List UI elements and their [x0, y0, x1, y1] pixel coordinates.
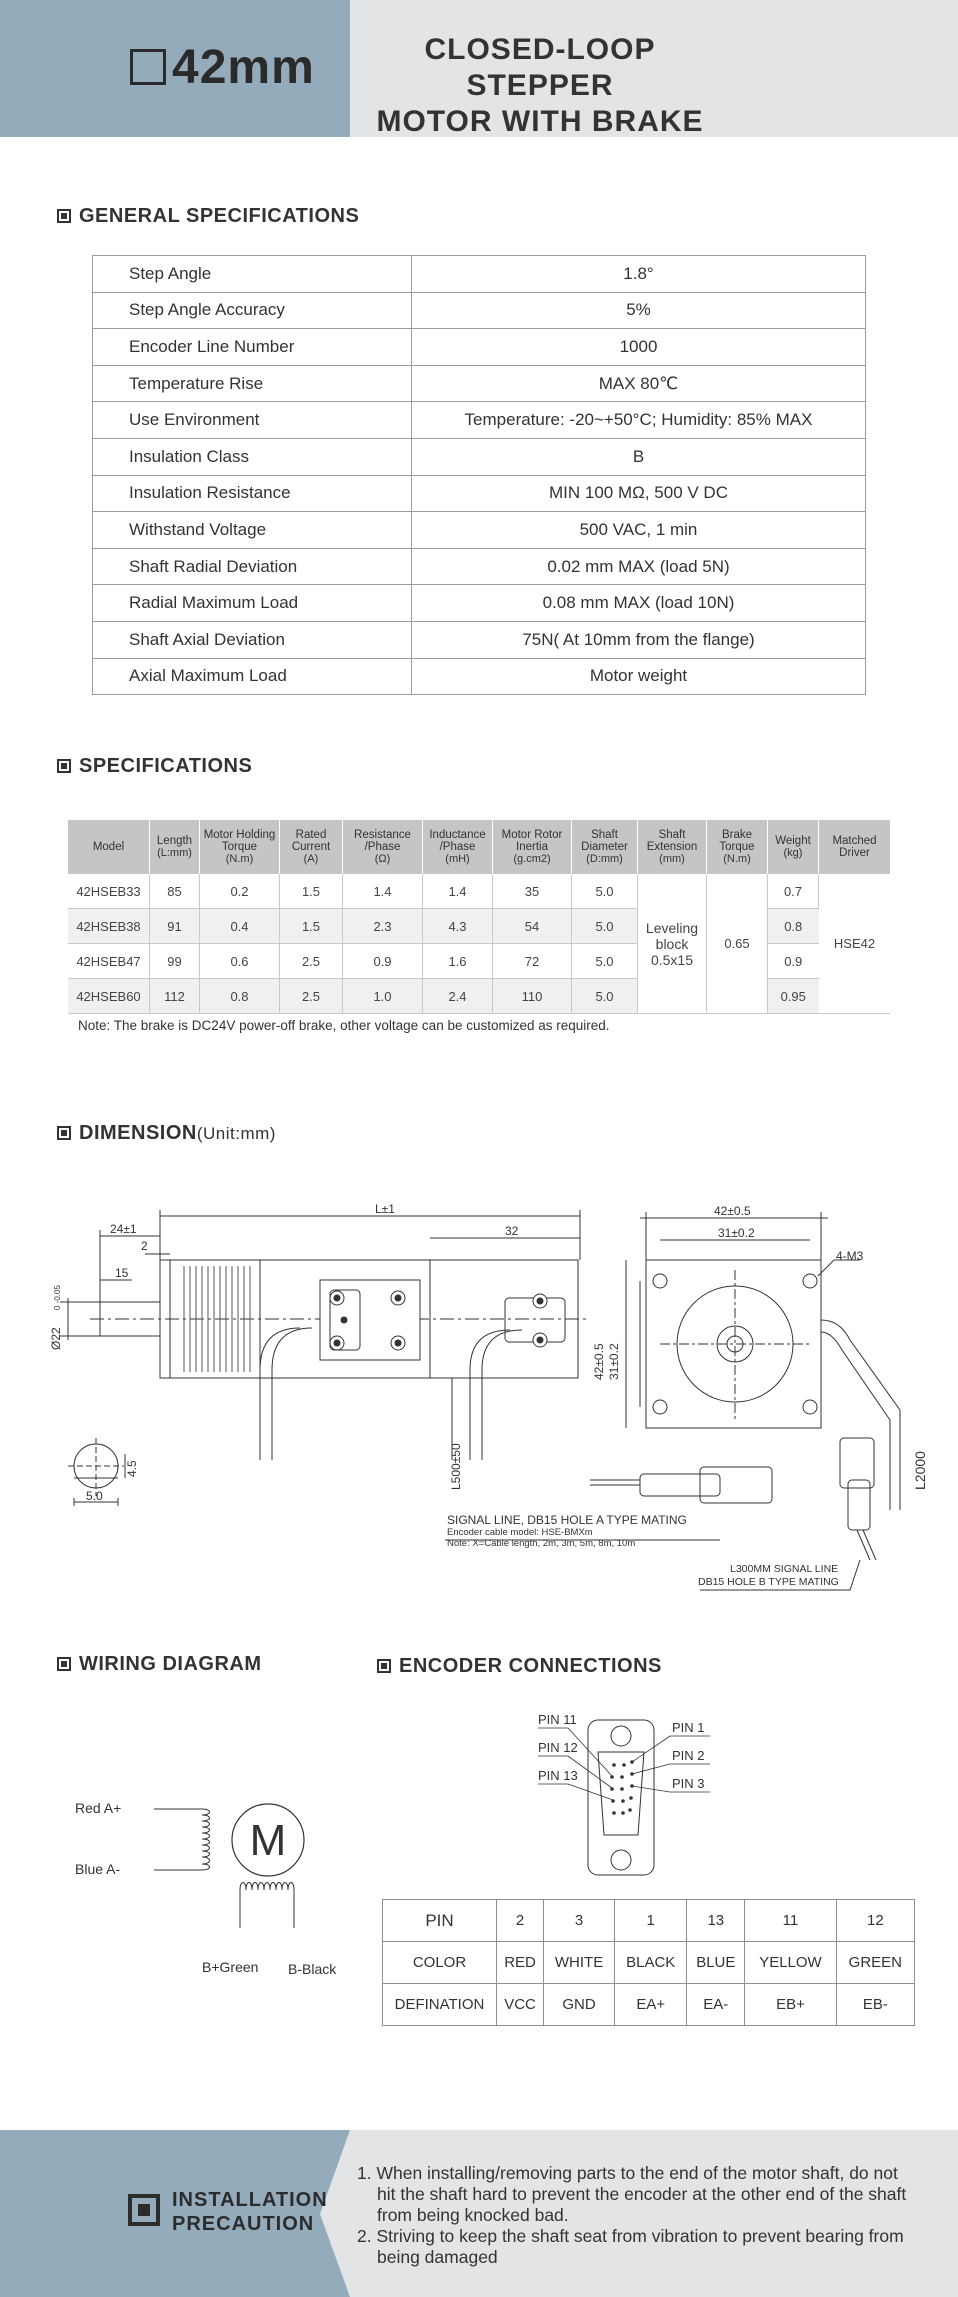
cell-diameter: 5.0 [572, 944, 638, 979]
db15-connector-b [840, 1438, 876, 1560]
spec-value: 5% [412, 292, 866, 329]
cell-shaft-extension: Leveling block 0.5x15 [638, 874, 707, 1014]
pin-cell: 13 [687, 1900, 745, 1942]
heading-text: ENCODER CONNECTIONS [399, 1655, 662, 1677]
row-header: PIN [383, 1900, 497, 1942]
dim-label: L±1 [375, 1202, 395, 1216]
cell-torque: 0.2 [200, 874, 280, 909]
color-cell: BLACK [615, 1942, 687, 1984]
wire-blue-label: Blue A- [75, 1861, 121, 1877]
dim-label: 4.5 [125, 1460, 139, 1477]
spec-label: Withstand Voltage [93, 512, 412, 549]
section-bullet-icon [57, 759, 71, 773]
l300-label: L300MM SIGNAL LINE [730, 1563, 839, 1575]
cell-inductance: 2.4 [423, 979, 493, 1014]
spec-value: 500 VAC, 1 min [412, 512, 866, 549]
col-header: Weight (kg) [768, 820, 819, 874]
cell-torque: 0.4 [200, 909, 280, 944]
dim-label: 24±1 [110, 1222, 137, 1236]
wiring-heading [57, 1653, 262, 1676]
def-cell: EB+ [745, 1984, 836, 2026]
dim-label: 0 -0.05 [53, 1285, 62, 1310]
table-row [93, 621, 866, 658]
color-cell: GREEN [836, 1942, 914, 1984]
dim-label: L2000 [912, 1451, 928, 1490]
spec-label: Insulation Resistance [93, 475, 412, 512]
table-row [93, 438, 866, 475]
heading-text: SPECIFICATIONS [79, 755, 253, 777]
cell-diameter: 5.0 [572, 979, 638, 1014]
cell-length: 99 [150, 944, 200, 979]
col-header: Motor Rotor Inertia (g.cm2) [493, 820, 572, 874]
spec-label: Use Environment [93, 402, 412, 439]
col-header: Brake Torque (N.m) [707, 820, 768, 874]
def-cell: EA+ [615, 1984, 687, 2026]
encoder-pin-table [382, 1899, 915, 2026]
spec-label: Shaft Axial Deviation [93, 621, 412, 658]
installation-precaution-label [128, 2188, 328, 2236]
spec-value: 0.08 mm MAX (load 10N) [412, 585, 866, 622]
pin-cell: 3 [544, 1900, 615, 1942]
col-header: Resistance /Phase (Ω) [343, 820, 423, 874]
cell-resistance: 1.4 [343, 874, 423, 909]
table-row [93, 658, 866, 695]
cell-weight: 0.95 [768, 979, 819, 1014]
cell-inductance: 1.4 [423, 874, 493, 909]
wiring-diagram [60, 1780, 360, 2000]
dim-label: 5.0 [86, 1489, 103, 1503]
def-cell: EA- [687, 1984, 745, 2026]
col-header: Inductance /Phase (mH) [423, 820, 493, 874]
cell-diameter: 5.0 [572, 874, 638, 909]
square-icon [130, 49, 166, 85]
cell-diameter: 5.0 [572, 909, 638, 944]
heading-text: WIRING DIAGRAM [79, 1653, 262, 1675]
db15-pinout-diagram [520, 1700, 740, 1890]
spec-label: Step Angle Accuracy [93, 292, 412, 329]
dim-label: 42±0.5 [592, 1343, 606, 1380]
dimension-drawing [0, 1180, 958, 1600]
dim-label: 15 [115, 1266, 129, 1280]
cell-model: 42HSEB33 [68, 874, 150, 909]
dim-label: 2 [141, 1239, 148, 1253]
table-row [93, 512, 866, 549]
cell-current: 2.5 [280, 979, 343, 1014]
spec-label: Axial Maximum Load [93, 658, 412, 695]
spec-label: Shaft Radial Deviation [93, 548, 412, 585]
cell-weight: 0.9 [768, 944, 819, 979]
table-row [68, 944, 890, 979]
table-header-row [68, 820, 890, 874]
dimension-heading [57, 1122, 276, 1145]
col-header: Length (L:mm) [150, 820, 200, 874]
table-row [68, 909, 890, 944]
pin-label: PIN 1 [672, 1720, 705, 1735]
cell-current: 1.5 [280, 909, 343, 944]
dimension-unit: (Unit:mm) [196, 1124, 276, 1143]
pin-cell: 12 [836, 1900, 914, 1942]
table-row [383, 1984, 915, 2026]
cell-inductance: 4.3 [423, 909, 493, 944]
dim-label: 42±0.5 [714, 1204, 751, 1218]
def-cell: GND [544, 1984, 615, 2026]
pin-cell: 2 [497, 1900, 544, 1942]
table-row [93, 585, 866, 622]
spec-value: B [412, 438, 866, 475]
general-specs-heading [57, 205, 359, 228]
spec-label: Step Angle [93, 256, 412, 293]
cell-torque: 0.8 [200, 979, 280, 1014]
precaution-list [357, 2163, 917, 2268]
spec-value: Motor weight [412, 658, 866, 695]
general-specs-table [92, 255, 866, 695]
cell-resistance: 2.3 [343, 909, 423, 944]
cell-brake-torque: 0.65 [707, 874, 768, 1014]
spec-value: 1000 [412, 329, 866, 366]
table-row [68, 979, 890, 1014]
row-header: COLOR [383, 1942, 497, 1984]
pin-label: PIN 2 [672, 1748, 705, 1763]
color-cell: BLUE [687, 1942, 745, 1984]
dim-label: 32 [505, 1224, 519, 1238]
spec-value: MAX 80℃ [412, 365, 866, 402]
cell-inertia: 110 [493, 979, 572, 1014]
section-bullet-icon [377, 1659, 391, 1673]
title-line-1: CLOSED-LOOP STEPPER [424, 33, 656, 102]
col-header: Shaft Diameter (D:mm) [572, 820, 638, 874]
spec-label: Encoder Line Number [93, 329, 412, 366]
motor-symbol: M [249, 1816, 287, 1865]
section-bullet-icon [57, 1126, 71, 1140]
color-cell: RED [497, 1942, 544, 1984]
row-header: DEFINATION [383, 1984, 497, 2026]
table-row [93, 256, 866, 293]
section-bullet-icon [57, 209, 71, 223]
heading-text: GENERAL SPECIFICATIONS [79, 205, 360, 227]
pin-cell: 1 [615, 1900, 687, 1942]
page-title [355, 32, 725, 140]
spec-label: Radial Maximum Load [93, 585, 412, 622]
dim-label: 31±0.2 [607, 1343, 621, 1380]
table-row [93, 402, 866, 439]
encoder-cable-label: Encoder cable model: HSE-BMXm [447, 1527, 593, 1538]
table-row [93, 475, 866, 512]
cell-length: 112 [150, 979, 200, 1014]
spec-value: MIN 100 MΩ, 500 V DC [412, 475, 866, 512]
spec-label: Temperature Rise [93, 365, 412, 402]
cell-current: 2.5 [280, 944, 343, 979]
def-cell: VCC [497, 1984, 544, 2026]
table-row [383, 1900, 915, 1942]
cell-length: 91 [150, 909, 200, 944]
cell-model: 42HSEB47 [68, 944, 150, 979]
cell-weight: 0.7 [768, 874, 819, 909]
db15-connector-a [590, 1467, 772, 1503]
color-cell: WHITE [544, 1942, 615, 1984]
cell-resistance: 1.0 [343, 979, 423, 1014]
cell-current: 1.5 [280, 874, 343, 909]
precaution-item: 2. Striving to keep the shaft seat from vibration to prevent bearing from being damaged [357, 2226, 904, 2267]
precaution-icon [128, 2194, 160, 2226]
encoder-heading [377, 1655, 662, 1678]
cell-resistance: 0.9 [343, 944, 423, 979]
pin-label: PIN 13 [538, 1768, 578, 1783]
specifications-table [68, 820, 890, 1014]
precaution-line-2: PRECAUTION [172, 2213, 315, 2235]
table-row [93, 548, 866, 585]
col-header: Model [68, 820, 150, 874]
dim-label: 4-M3 [836, 1249, 864, 1263]
cell-inertia: 54 [493, 909, 572, 944]
col-header: Shaft Extension (mm) [638, 820, 707, 874]
cell-inductance: 1.6 [423, 944, 493, 979]
col-header: Rated Current (A) [280, 820, 343, 874]
wire-black-label: B-Black [288, 1961, 337, 1977]
spec-value: 0.02 mm MAX (load 5N) [412, 548, 866, 585]
section-bullet-icon [57, 1657, 71, 1671]
size-text: 42mm [172, 41, 315, 94]
dim-label: 31±0.2 [718, 1226, 755, 1240]
table-row [93, 292, 866, 329]
signal-line-label: SIGNAL LINE, DB15 HOLE A TYPE MATING [447, 1513, 687, 1527]
cell-model: 42HSEB60 [68, 979, 150, 1014]
heading-text: DIMENSION [79, 1122, 197, 1144]
cell-inertia: 35 [493, 874, 572, 909]
cell-inertia: 72 [493, 944, 572, 979]
precaution-line-1: INSTALLATION [172, 2189, 328, 2211]
spec-value: Temperature: -20~+50°C; Humidity: 85% MAX [412, 402, 866, 439]
spec-value: 75N( At 10mm from the flange) [412, 621, 866, 658]
cell-weight: 0.8 [768, 909, 819, 944]
color-cell: YELLOW [745, 1942, 836, 1984]
precaution-item: 1. When installing/removing parts to the end of the motor shaft, do not hit the shaft hard to prevent the encoder at the other end of the shaft from being knocked bad. [357, 2163, 907, 2225]
cell-model: 42HSEB38 [68, 909, 150, 944]
col-header: Matched Driver [819, 820, 891, 874]
title-line-2: MOTOR WITH BRAKE [376, 105, 704, 138]
table-row [93, 329, 866, 366]
dim-label: Ø22 [49, 1327, 63, 1350]
table-row [383, 1942, 915, 1984]
spec-label: Insulation Class [93, 438, 412, 475]
def-cell: EB- [836, 1984, 914, 2026]
specifications-heading [57, 755, 252, 778]
pin-label: PIN 11 [538, 1712, 577, 1727]
cable-note-label: Note: X=Cable length, 2m, 3m, 5m, 8m, 10m [447, 1538, 636, 1549]
size-label [130, 40, 315, 95]
spec-note: Note: The brake is DC24V power-off brake, other voltage can be customized as required. [78, 1018, 610, 1033]
col-header: Motor Holding Torque (N.m) [200, 820, 280, 874]
motor-side-view [90, 1260, 590, 1460]
l300-label: DB15 HOLE B TYPE MATING [698, 1576, 839, 1588]
pin-label: PIN 12 [538, 1740, 578, 1755]
wire-green-label: B+Green [202, 1959, 259, 1975]
cell-matched-driver: HSE42 [819, 874, 891, 1014]
pin-cell: 11 [745, 1900, 836, 1942]
dim-label: L500±50 [449, 1443, 463, 1490]
pin-label: PIN 3 [672, 1776, 705, 1791]
table-row [68, 874, 890, 909]
cell-torque: 0.6 [200, 944, 280, 979]
spec-value: 1.8° [412, 256, 866, 293]
cell-length: 85 [150, 874, 200, 909]
wire-red-label: Red A+ [75, 1800, 122, 1816]
table-row [93, 365, 866, 402]
